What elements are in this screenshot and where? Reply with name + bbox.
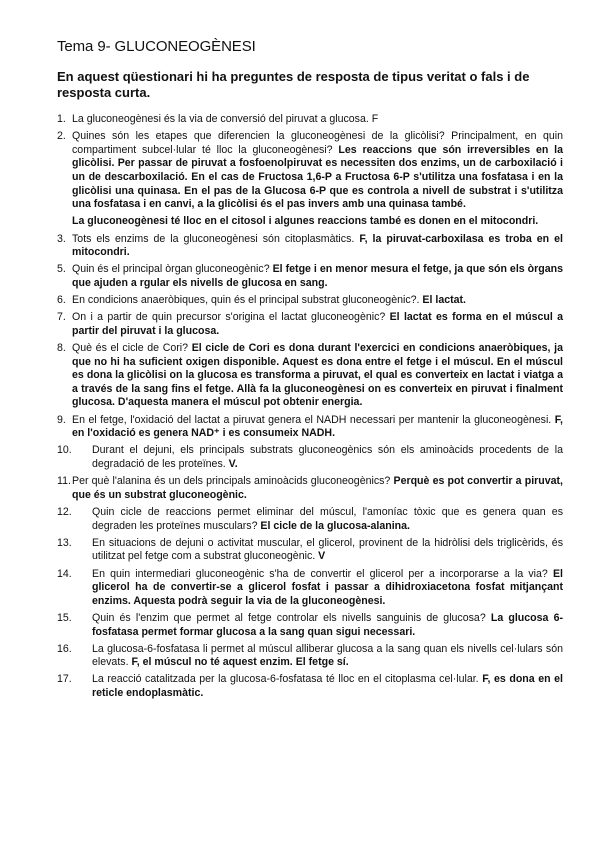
question-text: En condicions anaeròbiques, quin és el principal substrat gluconeogènic?. — [72, 294, 423, 307]
question-body — [92, 612, 563, 639]
question-text: La reacció catalitzada per la glucosa-6-fosfatasa té lloc en el citoplasma cel·lular. — [92, 673, 483, 686]
question-text: En quin intermediari gluconeogènic s'ha de convertir el glicerol per a incorporarse a la via? — [92, 567, 553, 580]
question-text: La gluconeogènesi és la via de conversió del piruvat a glucosa. — [72, 113, 372, 125]
question-text: Quines són les etapes que diferencien la gluconeogènesi de la glicòlisi? Principalment, en quin compartiment subcel·lular té lloc la gluconeogènesi? — [72, 130, 563, 156]
question-number: 11. — [57, 475, 71, 488]
answer-text: El cicle de la glucosa-alanina. — [260, 519, 410, 532]
question-body — [92, 537, 563, 564]
question-body — [72, 130, 563, 212]
question-item — [57, 130, 563, 212]
answer-text: El fetge i en menor mesura el fetge, ja que són els òrgans que ajuden a rgular els nivells de glucosa en sang. — [72, 263, 563, 289]
question-number: 1. — [57, 113, 66, 125]
question-item — [57, 233, 563, 260]
question-text: En situacions de dejuni o activitat muscular, el glicerol, provinent de la hidròlisi dels triglicèrids, és utilitzat pel fetge com a substrat gluconeogènic. — [92, 536, 563, 563]
answer-text: El glicerol ha de convertir-se a glicerol fosfat i passar a dihidroxiacetona fosfat mitjançant enzims. Aquesta podrà seguir la via de la gluconeogènesi. — [92, 567, 563, 607]
question-text: On i a partir de quin precursor s'origina el lactat gluconeogènic? — [72, 311, 390, 324]
question-number: 3. — [57, 232, 66, 245]
question-number: 16. — [57, 642, 72, 655]
answer-text: F, la piruvat-carboxilasa es troba en el mitocondri. — [72, 232, 563, 259]
answer-text: F — [371, 113, 379, 125]
answer-text: V — [318, 550, 326, 563]
answer-text: V. — [228, 458, 238, 470]
answer-text: El lactat. — [422, 294, 466, 307]
question-body — [72, 233, 563, 260]
answer-text: El cicle de Cori es dona durant l'exercici en condicions anaeròbiques, ja que no hi ha suficient oxigen disponible. Aquest es dona entre el fetge i el múscul. En el múscul es dona la glicòlisi on la glucosa es transforma a piruvat, el qual es converteix en lactat i viatga a a través de la sang fins el fetge. Allà fa la gluconeogènesi on es converteix en piruvat i finalment glucosa. D'aquesta manera el múscul pot obtenir energia. — [72, 342, 563, 409]
question-text: Durant el dejuni, els principals substrats gluconeogènics són els aminoàcids procedents de la degradació de les proteïnes. — [92, 444, 563, 470]
question-number: 7. — [57, 311, 66, 324]
question-body — [92, 643, 563, 670]
question-number: 8. — [57, 342, 66, 355]
answer-text: Perquè es pot convertir a piruvat, que és un substrat gluconeogènic. — [72, 475, 564, 501]
answer-text: F, en l'oxidació es genera NAD⁺ i es consumeix NADH. — [72, 413, 563, 440]
question-item — [57, 342, 563, 410]
question-number: 5. — [57, 263, 66, 276]
answer-text: F, el múscul no té aquest enzim. El fetge sí. — [131, 656, 349, 669]
question-text: Per què l'alanina és un dels principals aminoàcids gluconeogènics? — [72, 475, 394, 488]
question-number: 12. — [57, 505, 72, 518]
question-item — [57, 537, 563, 564]
answer-text: F, es dona en el reticle endoplasmàtic. — [92, 673, 563, 700]
answer-text: El lactat es forma en el múscul a partir del piruvat i la glucosa. — [72, 311, 563, 337]
question-item — [57, 568, 563, 609]
document-page — [57, 38, 563, 704]
question-body — [72, 311, 563, 338]
question-body — [92, 444, 563, 471]
question-body — [92, 506, 563, 533]
question-item — [57, 444, 563, 471]
question-body — [72, 113, 563, 127]
question-text: Tots els enzims de la gluconeogènesi són citoplasmàtics. — [72, 232, 360, 245]
question-body — [72, 414, 563, 441]
answer-text: La glucosa 6-fosfatasa permet formar glucosa a la sang quan sigui necessari. — [92, 611, 564, 638]
question-number: 13. — [57, 536, 72, 549]
question-body — [72, 342, 563, 410]
question-list — [57, 113, 563, 701]
question-number: 14. — [57, 567, 72, 580]
question-item — [57, 475, 563, 502]
question-item — [57, 294, 563, 308]
question-text: Quin és l'enzim que permet al fetge controlar els nivells sanguinis de glucosa? — [92, 611, 491, 624]
question-text: En el fetge, l'oxidació del lactat a piruvat genera el NADH necessari per mantenir la gluconeogènesi. — [72, 413, 555, 426]
question-body — [72, 475, 563, 502]
question-item — [57, 113, 563, 127]
question-item — [57, 673, 563, 700]
question-text: Quin és el principal òrgan gluconeogènic? — [72, 263, 273, 276]
question-number: 17. — [57, 673, 72, 686]
question-body — [72, 263, 563, 290]
question-item — [57, 311, 563, 338]
question-body — [92, 673, 563, 700]
question-text: La glucosa-6-fosfatasa li permet al múscul alliberar glucosa a la sang quan els nivells cel·lulars són elevats. — [92, 642, 563, 669]
answer-extra: La gluconeogènesi té lloc en el citosol i algunes reaccions també es donen en el mitocondri. — [72, 215, 539, 228]
question-number: 2. — [57, 130, 66, 143]
question-number: 9. — [57, 413, 66, 426]
question-number: 15. — [57, 611, 72, 624]
question-body — [72, 294, 563, 308]
question-number: 6. — [57, 294, 66, 307]
intro-text: En aquest qüestionari hi ha preguntes de resposta de tipus veritat o fals i de resposta curta. — [57, 69, 530, 100]
question-body — [92, 568, 563, 609]
question-number: 10. — [57, 444, 72, 457]
question-text: Quin cicle de reaccions permet eliminar del múscul, l'amoníac tòxic que es genera quan es degraden les proteïnes musculars? — [92, 505, 563, 532]
question-text: Què és el cicle de Cori? — [72, 342, 192, 355]
question-item — [57, 643, 563, 670]
question-item — [57, 414, 563, 441]
question-item — [57, 612, 563, 639]
question-item — [57, 506, 563, 533]
page-title: Tema 9- GLUCONEOGÈNESI — [57, 38, 256, 55]
answer-text: Les reaccions que són irreversibles en la glicòlisi. Per passar de piruvat a fosfoenolpiruvat es necessiten dos enzims, un de carboxilació i un de descarboxilació. En el cas de Fructosa 1,6-P a Fructosa 6-P s'utilitza una fosfatasa i en la glicòlisi una quinasa. En el pas de la Glucosa 6-P que es controla a nivell de substrat i s'utilitza una fosfatasa i en canvi, a la glicòlisi és el pas invers amb una quinasa també. — [72, 143, 563, 211]
question-item — [57, 263, 563, 290]
